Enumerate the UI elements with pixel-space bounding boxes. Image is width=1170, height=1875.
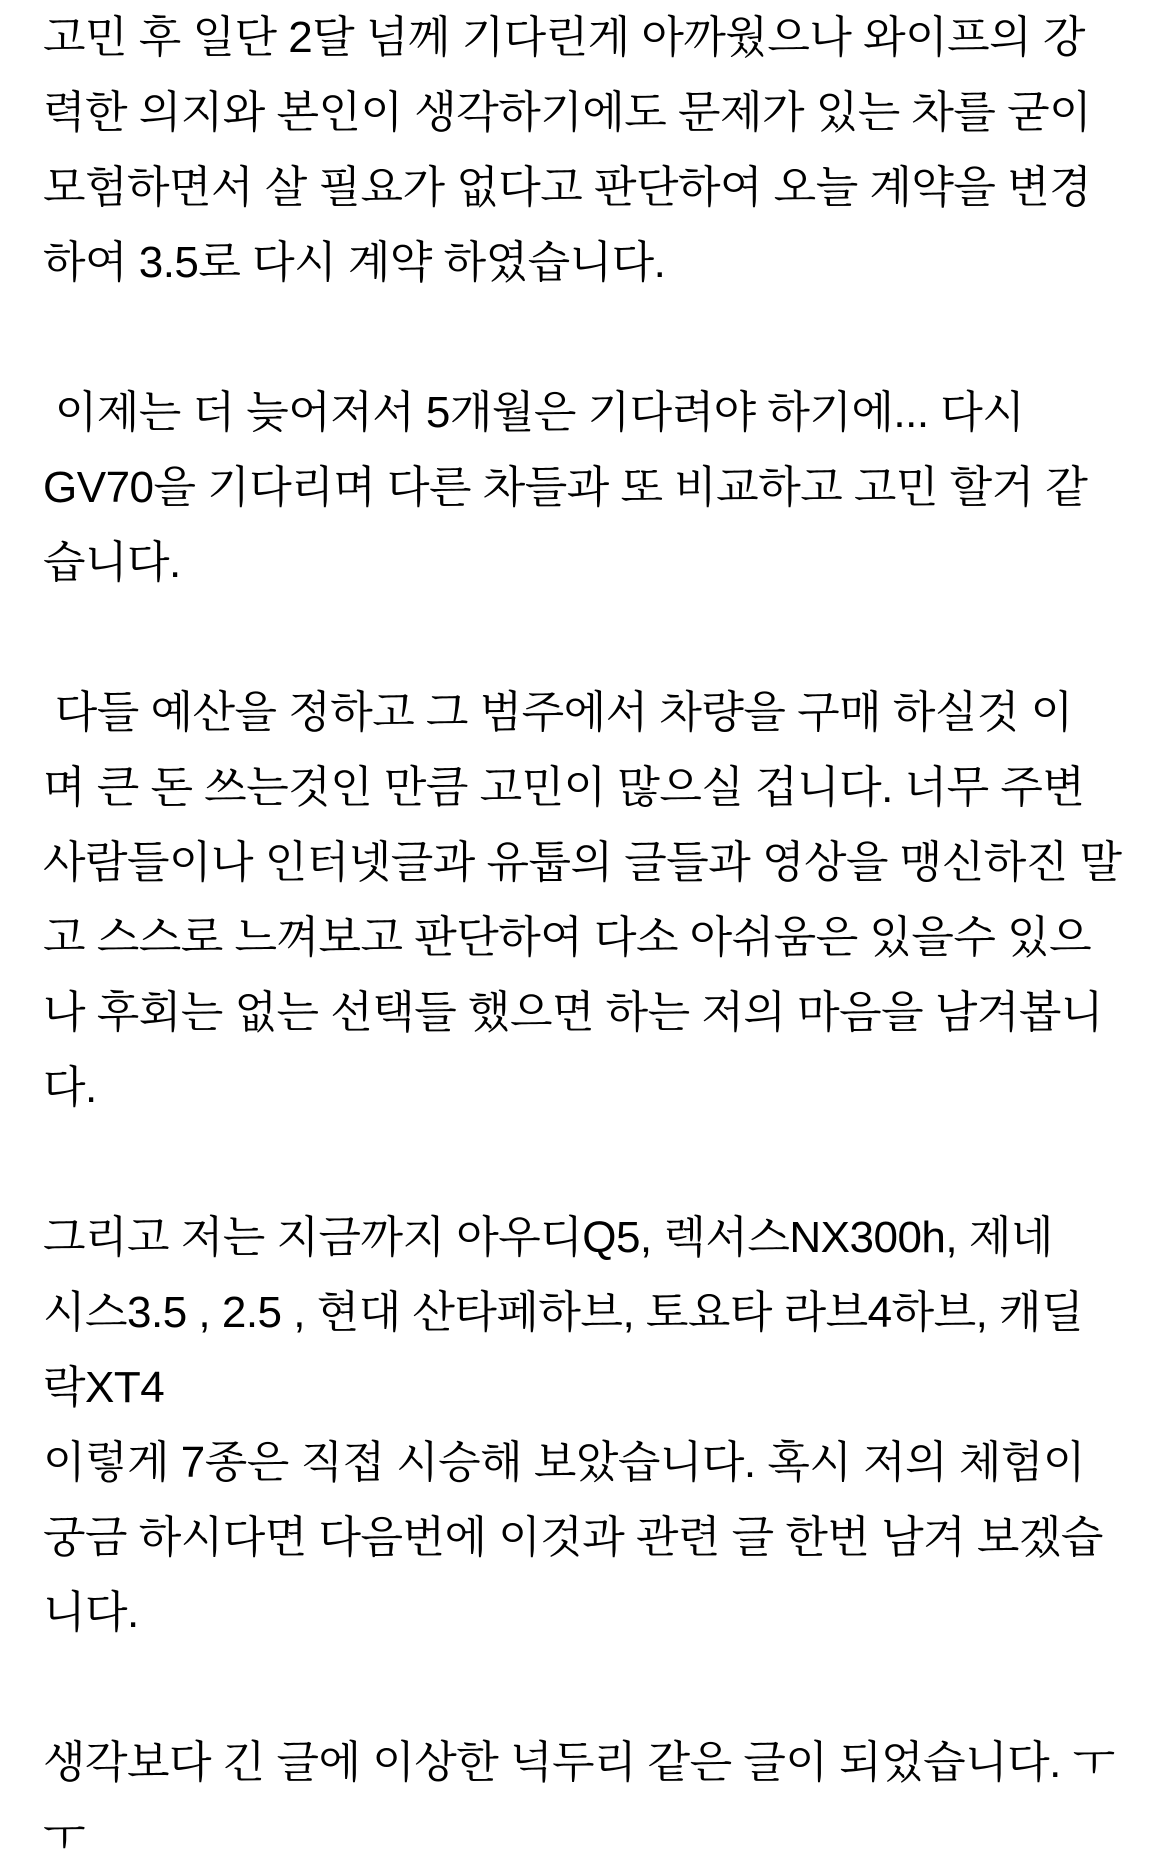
text-line: 하여 3.5로 다시 계약 하였습니다.	[43, 238, 666, 287]
text-line: 이렇게 7종은 직접 시승해 보았습니다. 혹시 저의 체험이	[43, 1438, 1085, 1487]
text-line: 락XT4	[43, 1363, 165, 1412]
text-line: 습니다.	[43, 538, 181, 587]
text-line: 고민 후 일단 2달 넘께 기다린게 아까웠으나 와이프의 강	[43, 13, 1085, 62]
text-line: 력한 의지와 본인이 생각하기에도 문제가 있는 차를 굳이	[43, 88, 1092, 137]
text-line: 사람들이나 인터넷글과 유툽의 글들과 영상을 맹신하진 말	[43, 838, 1122, 887]
text-line: GV70을 기다리며 다른 차들과 또 비교하고 고민 할거 같	[43, 463, 1088, 512]
text-line: 생각보다 긴 글에 이상한 넉두리 같은 글이 되었습니다. ㅜ	[43, 1738, 1115, 1787]
text-line: 그리고 저는 지금까지 아우디Q5, 렉서스NX300h, 제네	[43, 1213, 1053, 1262]
text-line: 다들 예산을 정하고 그 범주에서 차량을 구매 하실것 이	[43, 688, 1073, 737]
text-line: 고 스스로 느껴보고 판단하여 다소 아쉬움은 있을수 있으	[43, 913, 1092, 962]
text-line: 니다.	[43, 1588, 139, 1637]
text-line: 이제는 더 늦어저서 5개월은 기다려야 하기에... 다시	[43, 388, 1025, 437]
paragraph	[43, 375, 1140, 600]
paragraph	[43, 1200, 1140, 1650]
paragraph	[43, 0, 1140, 300]
text-line: ㅜ	[43, 1813, 86, 1862]
paragraph	[43, 1725, 1140, 1875]
text-line: 궁금 하시다면 다음번에 이것과 관련 글 한번 남겨 보겠습	[43, 1513, 1103, 1562]
paragraph	[43, 675, 1140, 1125]
text-line: 며 큰 돈 쓰는것인 만큼 고민이 많으실 겁니다. 너무 주변	[43, 763, 1085, 812]
text-line: 나 후회는 없는 선택들 했으면 하는 저의 마음을 남겨봅니	[43, 988, 1103, 1037]
text-line: 시스3.5 , 2.5 , 현대 산타페하브, 토요타 라브4하브, 캐딜	[43, 1288, 1084, 1337]
text-line: 모험하면서 살 필요가 없다고 판단하여 오늘 계약을 변경	[43, 163, 1092, 212]
text-line: 다.	[43, 1063, 97, 1112]
